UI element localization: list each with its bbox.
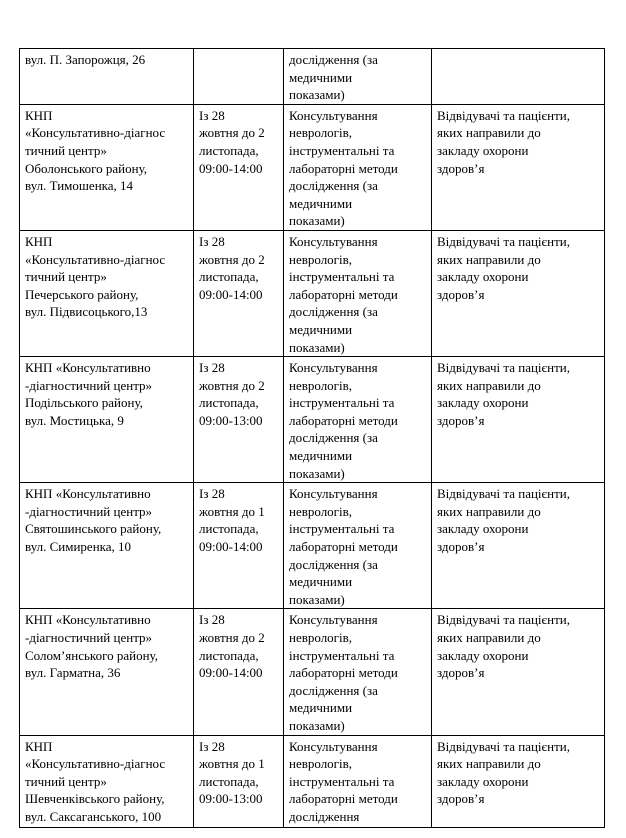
cell-line: здоров’я bbox=[437, 539, 485, 555]
table-row bbox=[20, 104, 605, 230]
cell-line: здоров’я bbox=[437, 286, 485, 302]
cell-line: закладу охорони bbox=[437, 269, 529, 285]
cell-line: тичний центр» bbox=[25, 269, 107, 285]
services-cell bbox=[284, 735, 432, 827]
institution-cell bbox=[20, 357, 194, 483]
cell-line: КНП «Консультативно bbox=[25, 360, 151, 376]
cell-line: Відвідувачі та пацієнти, bbox=[437, 738, 570, 754]
schedule-cell bbox=[194, 483, 284, 609]
visitors-cell bbox=[432, 483, 605, 609]
cell-line: Солом’янського району, bbox=[25, 647, 158, 663]
cell-line: Святошинського району, bbox=[25, 521, 162, 537]
cell-line: 09:00-14:00 bbox=[199, 160, 263, 176]
cell-line: інструментальні та bbox=[289, 647, 395, 663]
cell-line: Відвідувачі та пацієнти, bbox=[437, 107, 570, 123]
cell-line: 09:00-13:00 bbox=[199, 412, 263, 428]
schedule-cell bbox=[194, 230, 284, 356]
cell-line: жовтня до 2 bbox=[199, 251, 265, 267]
cell-line: Відвідувачі та пацієнти, bbox=[437, 233, 570, 249]
services-cell bbox=[284, 230, 432, 356]
services-cell bbox=[284, 483, 432, 609]
cell-line: вул. Симиренка, 10 bbox=[25, 539, 132, 555]
services-cell bbox=[284, 357, 432, 483]
cell-line: КНП «Консультативно bbox=[25, 486, 151, 502]
cell-line: показами) bbox=[289, 465, 345, 481]
cell-line: інструментальні та bbox=[289, 521, 395, 537]
cell-line: здоров’я bbox=[437, 412, 485, 428]
cell-line: листопада, bbox=[199, 395, 259, 411]
cell-line: Відвідувачі та пацієнти, bbox=[437, 486, 570, 502]
cell-line: яких направили до bbox=[437, 756, 541, 772]
cell-line: Консультування bbox=[289, 612, 378, 628]
cell-line: Подільського району, bbox=[25, 395, 143, 411]
cell-line: неврологів, bbox=[289, 251, 353, 267]
cell-line: медичними bbox=[289, 448, 353, 464]
cell-line: тичний центр» bbox=[25, 142, 107, 158]
cell-line: медичними bbox=[289, 321, 353, 337]
cell-line: -діагностичний центр» bbox=[25, 377, 153, 393]
cell-line: лабораторні методи bbox=[289, 665, 398, 681]
cell-line: інструментальні та bbox=[289, 269, 395, 285]
cell-line: жовтня до 1 bbox=[199, 503, 265, 519]
schedule-cell bbox=[194, 735, 284, 827]
cell-line: дослідження (за bbox=[289, 304, 378, 320]
services-cell bbox=[284, 49, 432, 105]
cell-line: вул. Підвисоцького,13 bbox=[25, 304, 148, 320]
cell-line: яких направили до bbox=[437, 630, 541, 645]
cell-line: вул. Мостицька, 9 bbox=[25, 412, 124, 428]
cell-line: дослідження (за bbox=[289, 52, 378, 67]
cell-line: вул. Гарматна, 36 bbox=[25, 665, 121, 681]
table-row bbox=[20, 357, 605, 483]
cell-line: дослідження (за bbox=[289, 430, 378, 446]
cell-line: -діагностичний центр» bbox=[25, 630, 153, 645]
cell-line: неврологів, bbox=[289, 630, 353, 645]
visitors-cell bbox=[432, 357, 605, 483]
cell-line: листопада, bbox=[199, 269, 259, 285]
cell-line: медичними bbox=[289, 574, 353, 590]
cell-line: показами) bbox=[289, 87, 345, 103]
cell-line: Із 28 bbox=[199, 360, 225, 376]
cell-line: яких направили до bbox=[437, 377, 541, 393]
schedule-cell bbox=[194, 49, 284, 105]
cell-line: медичними bbox=[289, 69, 353, 85]
cell-line: медичними bbox=[289, 195, 353, 211]
cell-line: яких направили до bbox=[437, 503, 541, 519]
cell-line: 09:00-14:00 bbox=[199, 286, 263, 302]
cell-line: Консультування bbox=[289, 738, 378, 754]
cell-line: яких направили до bbox=[437, 251, 541, 267]
cell-line: яких направили до bbox=[437, 125, 541, 141]
cell-line: КНП bbox=[25, 738, 53, 754]
cell-line: листопада, bbox=[199, 773, 259, 789]
schedule-cell bbox=[194, 357, 284, 483]
cell-line: інструментальні та bbox=[289, 773, 395, 789]
cell-line: неврологів, bbox=[289, 503, 353, 519]
cell-line: закладу охорони bbox=[437, 142, 529, 158]
visitors-cell bbox=[432, 49, 605, 105]
cell-line: інструментальні та bbox=[289, 395, 395, 411]
cell-line: здоров’я bbox=[437, 791, 485, 807]
table-row bbox=[20, 230, 605, 356]
institution-cell bbox=[20, 230, 194, 356]
cell-line: «Консультативно-діагнос bbox=[25, 756, 166, 772]
visitors-cell bbox=[432, 104, 605, 230]
cell-line: лабораторні методи bbox=[289, 791, 398, 807]
cell-line: лабораторні методи bbox=[289, 160, 398, 176]
cell-line: дослідження (за bbox=[289, 178, 378, 194]
cell-line: показами) bbox=[289, 213, 345, 229]
cell-line: листопада, bbox=[199, 647, 259, 663]
cell-line: показами) bbox=[289, 717, 345, 733]
cell-line: Оболонського району, bbox=[25, 160, 148, 176]
institution-cell bbox=[20, 49, 194, 105]
institution-cell bbox=[20, 483, 194, 609]
cell-line: 09:00-14:00 bbox=[199, 539, 263, 555]
services-cell bbox=[284, 104, 432, 230]
cell-line: жовтня до 2 bbox=[199, 630, 265, 645]
clinics-table bbox=[19, 48, 605, 828]
cell-line: «Консультативно-діагнос bbox=[25, 251, 166, 267]
institution-cell bbox=[20, 609, 194, 735]
cell-line: Із 28 bbox=[199, 233, 225, 249]
cell-line: закладу охорони bbox=[437, 395, 529, 411]
visitors-cell bbox=[432, 609, 605, 735]
cell-line: закладу охорони bbox=[437, 521, 529, 537]
services-cell bbox=[284, 609, 432, 735]
table-row bbox=[20, 735, 605, 827]
cell-line: Із 28 bbox=[199, 738, 225, 754]
schedule-cell bbox=[194, 609, 284, 735]
table-row bbox=[20, 49, 605, 105]
visitors-cell bbox=[432, 230, 605, 356]
cell-line: вул. П. Запорожця, 26 bbox=[25, 52, 146, 67]
cell-line: Шевченківського району, bbox=[25, 791, 165, 807]
cell-line: здоров’я bbox=[437, 665, 485, 681]
schedule-cell bbox=[194, 104, 284, 230]
cell-line: жовтня до 2 bbox=[199, 377, 265, 393]
visitors-cell bbox=[432, 735, 605, 827]
cell-line: лабораторні методи bbox=[289, 412, 398, 428]
cell-line: листопада, bbox=[199, 142, 259, 158]
institution-cell bbox=[20, 735, 194, 827]
cell-line: неврологів, bbox=[289, 125, 353, 141]
cell-line: вул. Саксаганського, 100 bbox=[25, 808, 162, 824]
cell-line: інструментальні та bbox=[289, 142, 395, 158]
cell-line: КНП bbox=[25, 107, 53, 123]
cell-line: здоров’я bbox=[437, 160, 485, 176]
cell-line: вул. Тимошенка, 14 bbox=[25, 178, 134, 194]
cell-line: Консультування bbox=[289, 107, 378, 123]
cell-line: Із 28 bbox=[199, 612, 225, 628]
cell-line: жовтня до 2 bbox=[199, 125, 265, 141]
cell-line: показами) bbox=[289, 339, 345, 355]
cell-line: Відвідувачі та пацієнти, bbox=[437, 360, 570, 376]
cell-line: показами) bbox=[289, 591, 345, 607]
cell-line: Відвідувачі та пацієнти, bbox=[437, 612, 570, 628]
table-row bbox=[20, 483, 605, 609]
cell-line: закладу охорони bbox=[437, 773, 529, 789]
cell-line: -діагностичний центр» bbox=[25, 503, 153, 519]
cell-line: жовтня до 1 bbox=[199, 756, 265, 772]
cell-line: закладу охорони bbox=[437, 647, 529, 663]
cell-line: неврологів, bbox=[289, 756, 353, 772]
cell-line: дослідження bbox=[289, 808, 360, 824]
cell-line: Із 28 bbox=[199, 107, 225, 123]
cell-line: медичними bbox=[289, 700, 353, 716]
cell-line: тичний центр» bbox=[25, 773, 107, 789]
cell-line: Печерського району, bbox=[25, 286, 139, 302]
cell-line: «Консультативно-діагнос bbox=[25, 125, 166, 141]
cell-line: лабораторні методи bbox=[289, 286, 398, 302]
cell-line: Консультування bbox=[289, 486, 378, 502]
table-row bbox=[20, 609, 605, 735]
cell-line: КНП bbox=[25, 233, 53, 249]
cell-line: 09:00-14:00 bbox=[199, 665, 263, 681]
cell-line: Консультування bbox=[289, 233, 378, 249]
institution-cell bbox=[20, 104, 194, 230]
cell-line: дослідження (за bbox=[289, 682, 378, 698]
cell-line: дослідження (за bbox=[289, 556, 378, 572]
cell-line: КНП «Консультативно bbox=[25, 612, 151, 628]
cell-line: Із 28 bbox=[199, 486, 225, 502]
cell-line: лабораторні методи bbox=[289, 539, 398, 555]
cell-line: 09:00-13:00 bbox=[199, 791, 263, 807]
cell-line: листопада, bbox=[199, 521, 259, 537]
cell-line: неврологів, bbox=[289, 377, 353, 393]
cell-line: Консультування bbox=[289, 360, 378, 376]
